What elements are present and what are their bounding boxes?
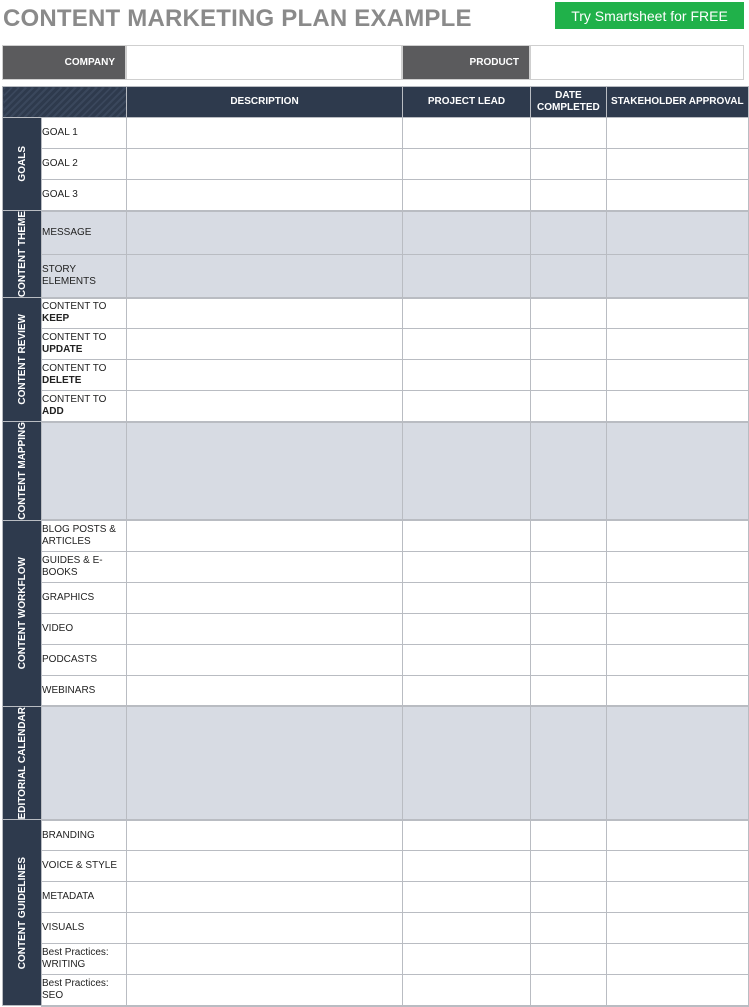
- date-completed-cell[interactable]: [531, 882, 607, 913]
- stakeholder-approval-cell[interactable]: [606, 913, 748, 944]
- description-cell[interactable]: [127, 975, 403, 1006]
- section-label-text: CONTENT GUIDELINES: [16, 856, 28, 969]
- project-lead-cell[interactable]: [403, 211, 531, 255]
- date-completed-cell[interactable]: [531, 613, 607, 644]
- project-lead-cell[interactable]: [403, 149, 531, 180]
- project-lead-cell[interactable]: [403, 820, 531, 851]
- stakeholder-approval-cell[interactable]: [606, 149, 748, 180]
- date-completed-cell[interactable]: [531, 944, 607, 975]
- row-label: [42, 913, 127, 944]
- table-row: [3, 882, 749, 913]
- date-completed-cell[interactable]: [531, 149, 607, 180]
- project-lead-cell[interactable]: [403, 520, 531, 551]
- description-cell[interactable]: [127, 582, 403, 613]
- row-label: [42, 882, 127, 913]
- description-cell[interactable]: [127, 644, 403, 675]
- date-completed-cell[interactable]: [531, 851, 607, 882]
- description-cell[interactable]: [127, 882, 403, 913]
- table-row: [3, 613, 749, 644]
- description-cell[interactable]: [127, 298, 403, 329]
- description-cell[interactable]: [127, 944, 403, 975]
- row-label: [42, 613, 127, 644]
- row-label-text: GUIDES & E-BOOKS: [42, 554, 103, 578]
- stakeholder-approval-cell[interactable]: [606, 329, 748, 360]
- section-label: [3, 422, 42, 521]
- row-label-text: Best Practices: WRITING: [42, 947, 109, 971]
- table-row: [3, 180, 749, 211]
- section-label-text: CONTENT WORKFLOW: [16, 557, 28, 670]
- date-completed-cell[interactable]: [531, 675, 607, 706]
- row-label-text: CONTENT TO: [42, 301, 107, 313]
- row-label-text: Best Practices: SEO: [42, 978, 109, 1002]
- description-cell[interactable]: [127, 551, 403, 582]
- row-label-text: CONTENT TO: [42, 393, 107, 405]
- project-lead-cell[interactable]: [403, 391, 531, 422]
- row-label: [42, 706, 127, 819]
- stakeholder-approval-cell[interactable]: [606, 180, 748, 211]
- row-label-text: GOAL 2: [42, 158, 78, 169]
- stakeholder-approval-cell[interactable]: [606, 882, 748, 913]
- row-label-emphasis: DELETE: [42, 375, 82, 387]
- row-label: [42, 644, 127, 675]
- project-lead-cell[interactable]: [403, 551, 531, 582]
- date-completed-cell[interactable]: [531, 329, 607, 360]
- table-row: [3, 820, 749, 851]
- row-label: [42, 944, 127, 975]
- stakeholder-approval-cell[interactable]: [606, 211, 748, 255]
- table-row: [3, 913, 749, 944]
- row-label-text: GOAL 1: [42, 127, 78, 138]
- row-label-text: METADATA: [42, 891, 95, 903]
- table-row: [3, 254, 749, 298]
- project-lead-cell[interactable]: [403, 613, 531, 644]
- description-cell[interactable]: [127, 520, 403, 551]
- row-label: [42, 254, 127, 298]
- row-label-text: WEBINARS: [42, 684, 96, 696]
- section-label: [3, 298, 42, 422]
- plan-body: [3, 118, 749, 1006]
- row-label-text: CONTENT TO: [42, 363, 107, 375]
- date-completed-cell[interactable]: [531, 254, 607, 298]
- stakeholder-approval-cell[interactable]: [606, 391, 748, 422]
- project-lead-cell[interactable]: [403, 644, 531, 675]
- project-lead-cell[interactable]: [403, 851, 531, 882]
- row-label: [42, 211, 127, 255]
- column-header-description: DESCRIPTION: [127, 87, 403, 118]
- stakeholder-approval-cell[interactable]: [606, 520, 748, 551]
- date-completed-cell[interactable]: [531, 118, 607, 149]
- row-label: [42, 582, 127, 613]
- project-lead-cell[interactable]: [403, 913, 531, 944]
- table-row: [3, 298, 749, 329]
- table-row: [3, 944, 749, 975]
- row-label-text: MESSAGE: [42, 226, 92, 238]
- table-row: [3, 582, 749, 613]
- section-label-text: CONTENT THEME: [16, 211, 28, 298]
- description-cell[interactable]: [127, 820, 403, 851]
- table-row: [3, 551, 749, 582]
- project-lead-cell[interactable]: [403, 298, 531, 329]
- row-label-text: BRANDING: [42, 829, 95, 841]
- project-lead-cell[interactable]: [403, 975, 531, 1006]
- stakeholder-approval-cell[interactable]: [606, 706, 748, 819]
- row-label: [42, 422, 127, 521]
- section-label-text: GOALS: [16, 146, 28, 182]
- date-completed-cell[interactable]: [531, 975, 607, 1006]
- date-completed-cell[interactable]: [531, 422, 607, 521]
- table-row: [3, 422, 749, 521]
- section-label: [3, 706, 42, 819]
- page-title: CONTENT MARKETING PLAN EXAMPLE: [3, 5, 472, 32]
- row-label: [42, 118, 127, 149]
- stakeholder-approval-cell[interactable]: [606, 298, 748, 329]
- row-label: [42, 329, 127, 360]
- date-completed-cell[interactable]: [531, 820, 607, 851]
- description-cell[interactable]: [127, 180, 403, 211]
- section-label-text: EDITORIAL CALENDAR: [16, 706, 28, 820]
- description-cell[interactable]: [127, 851, 403, 882]
- project-lead-cell[interactable]: [403, 254, 531, 298]
- description-cell[interactable]: [127, 706, 403, 819]
- table-row: [3, 706, 749, 819]
- stakeholder-approval-cell[interactable]: [606, 613, 748, 644]
- company-label: COMPANY: [2, 45, 126, 80]
- section-label: [3, 820, 42, 1006]
- project-lead-cell[interactable]: [403, 422, 531, 521]
- row-label-emphasis: KEEP: [42, 313, 70, 325]
- description-cell[interactable]: [127, 211, 403, 255]
- row-label: [42, 149, 127, 180]
- stakeholder-approval-cell[interactable]: [606, 254, 748, 298]
- section-label-text: CONTENT MAPPING: [16, 422, 28, 520]
- row-label: [42, 851, 127, 882]
- row-label: [42, 551, 127, 582]
- stakeholder-approval-cell[interactable]: [606, 118, 748, 149]
- description-cell[interactable]: [127, 913, 403, 944]
- row-label-text: STORY ELEMENTS: [42, 263, 96, 287]
- description-cell[interactable]: [127, 391, 403, 422]
- header-row: [3, 87, 749, 118]
- description-cell[interactable]: [127, 254, 403, 298]
- section-label: [3, 520, 42, 706]
- row-label-text: CONTENT TO: [42, 332, 107, 344]
- stakeholder-approval-cell[interactable]: [606, 582, 748, 613]
- date-completed-cell[interactable]: [531, 582, 607, 613]
- date-completed-cell[interactable]: [531, 391, 607, 422]
- description-cell[interactable]: [127, 613, 403, 644]
- description-cell[interactable]: [127, 329, 403, 360]
- date-completed-cell[interactable]: [531, 180, 607, 211]
- stakeholder-approval-cell[interactable]: [606, 360, 748, 391]
- row-label: [42, 180, 127, 211]
- stakeholder-approval-cell[interactable]: [606, 820, 748, 851]
- stakeholder-approval-cell[interactable]: [606, 675, 748, 706]
- date-completed-cell[interactable]: [531, 644, 607, 675]
- description-cell[interactable]: [127, 675, 403, 706]
- description-cell[interactable]: [127, 360, 403, 391]
- date-completed-cell[interactable]: [531, 520, 607, 551]
- project-lead-cell[interactable]: [403, 118, 531, 149]
- table-row: [3, 675, 749, 706]
- row-label: [42, 360, 127, 391]
- stakeholder-approval-cell[interactable]: [606, 551, 748, 582]
- project-lead-cell[interactable]: [403, 180, 531, 211]
- company-field[interactable]: [126, 45, 402, 80]
- description-cell[interactable]: [127, 422, 403, 521]
- table-row: [3, 329, 749, 360]
- row-label-text: VIDEO: [42, 622, 74, 634]
- date-completed-cell[interactable]: [531, 551, 607, 582]
- project-lead-cell[interactable]: [403, 360, 531, 391]
- date-completed-cell[interactable]: [531, 706, 607, 819]
- row-label: [42, 820, 127, 851]
- row-label-emphasis: ADD: [42, 405, 64, 417]
- stakeholder-approval-cell[interactable]: [606, 944, 748, 975]
- project-lead-cell[interactable]: [403, 329, 531, 360]
- date-completed-cell[interactable]: [531, 360, 607, 391]
- project-lead-cell[interactable]: [403, 706, 531, 819]
- stakeholder-approval-cell[interactable]: [606, 422, 748, 521]
- section-label: [3, 118, 42, 211]
- table-row: [3, 644, 749, 675]
- section-label: [3, 211, 42, 298]
- table-row: [3, 360, 749, 391]
- stakeholder-approval-cell[interactable]: [606, 644, 748, 675]
- project-lead-cell[interactable]: [403, 882, 531, 913]
- try-smartsheet-button[interactable]: Try Smartsheet for FREE: [555, 2, 744, 29]
- stakeholder-approval-cell[interactable]: [606, 975, 748, 1006]
- table-row: [3, 391, 749, 422]
- project-lead-cell[interactable]: [403, 582, 531, 613]
- row-label: [42, 298, 127, 329]
- date-completed-cell[interactable]: [531, 913, 607, 944]
- row-label: [42, 391, 127, 422]
- plan-table: [2, 86, 749, 1007]
- stakeholder-approval-cell[interactable]: [606, 851, 748, 882]
- table-row: [3, 211, 749, 255]
- row-label-text: GRAPHICS: [42, 591, 95, 603]
- row-label: [42, 675, 127, 706]
- row-label-text: BLOG POSTS & ARTICLES: [42, 524, 116, 548]
- section-label-text: CONTENT REVIEW: [16, 314, 28, 405]
- row-label-emphasis: UPDATE: [42, 344, 83, 356]
- table-row: [3, 975, 749, 1006]
- project-lead-cell[interactable]: [403, 944, 531, 975]
- row-label: [42, 520, 127, 551]
- column-header-stakeholder-approval: STAKEHOLDER APPROVAL: [606, 87, 748, 118]
- row-label-text: PODCASTS: [42, 653, 98, 665]
- table-row: [3, 520, 749, 551]
- product-field[interactable]: [530, 45, 744, 80]
- table-row: [3, 851, 749, 882]
- table-row: [3, 118, 749, 149]
- table-row: [3, 149, 749, 180]
- date-completed-cell[interactable]: [531, 211, 607, 255]
- row-label-text: VOICE & STYLE: [42, 860, 118, 872]
- description-cell[interactable]: [127, 118, 403, 149]
- row-label-text: VISUALS: [42, 922, 85, 934]
- project-lead-cell[interactable]: [403, 675, 531, 706]
- column-header-project-lead: PROJECT LEAD: [403, 87, 531, 118]
- row-label: [42, 975, 127, 1006]
- header-corner: [3, 87, 127, 118]
- product-label: PRODUCT: [402, 45, 530, 80]
- date-completed-cell[interactable]: [531, 298, 607, 329]
- row-label-text: GOAL 3: [42, 188, 78, 200]
- column-header-date-completed: DATE COMPLETED: [531, 87, 607, 118]
- description-cell[interactable]: [127, 149, 403, 180]
